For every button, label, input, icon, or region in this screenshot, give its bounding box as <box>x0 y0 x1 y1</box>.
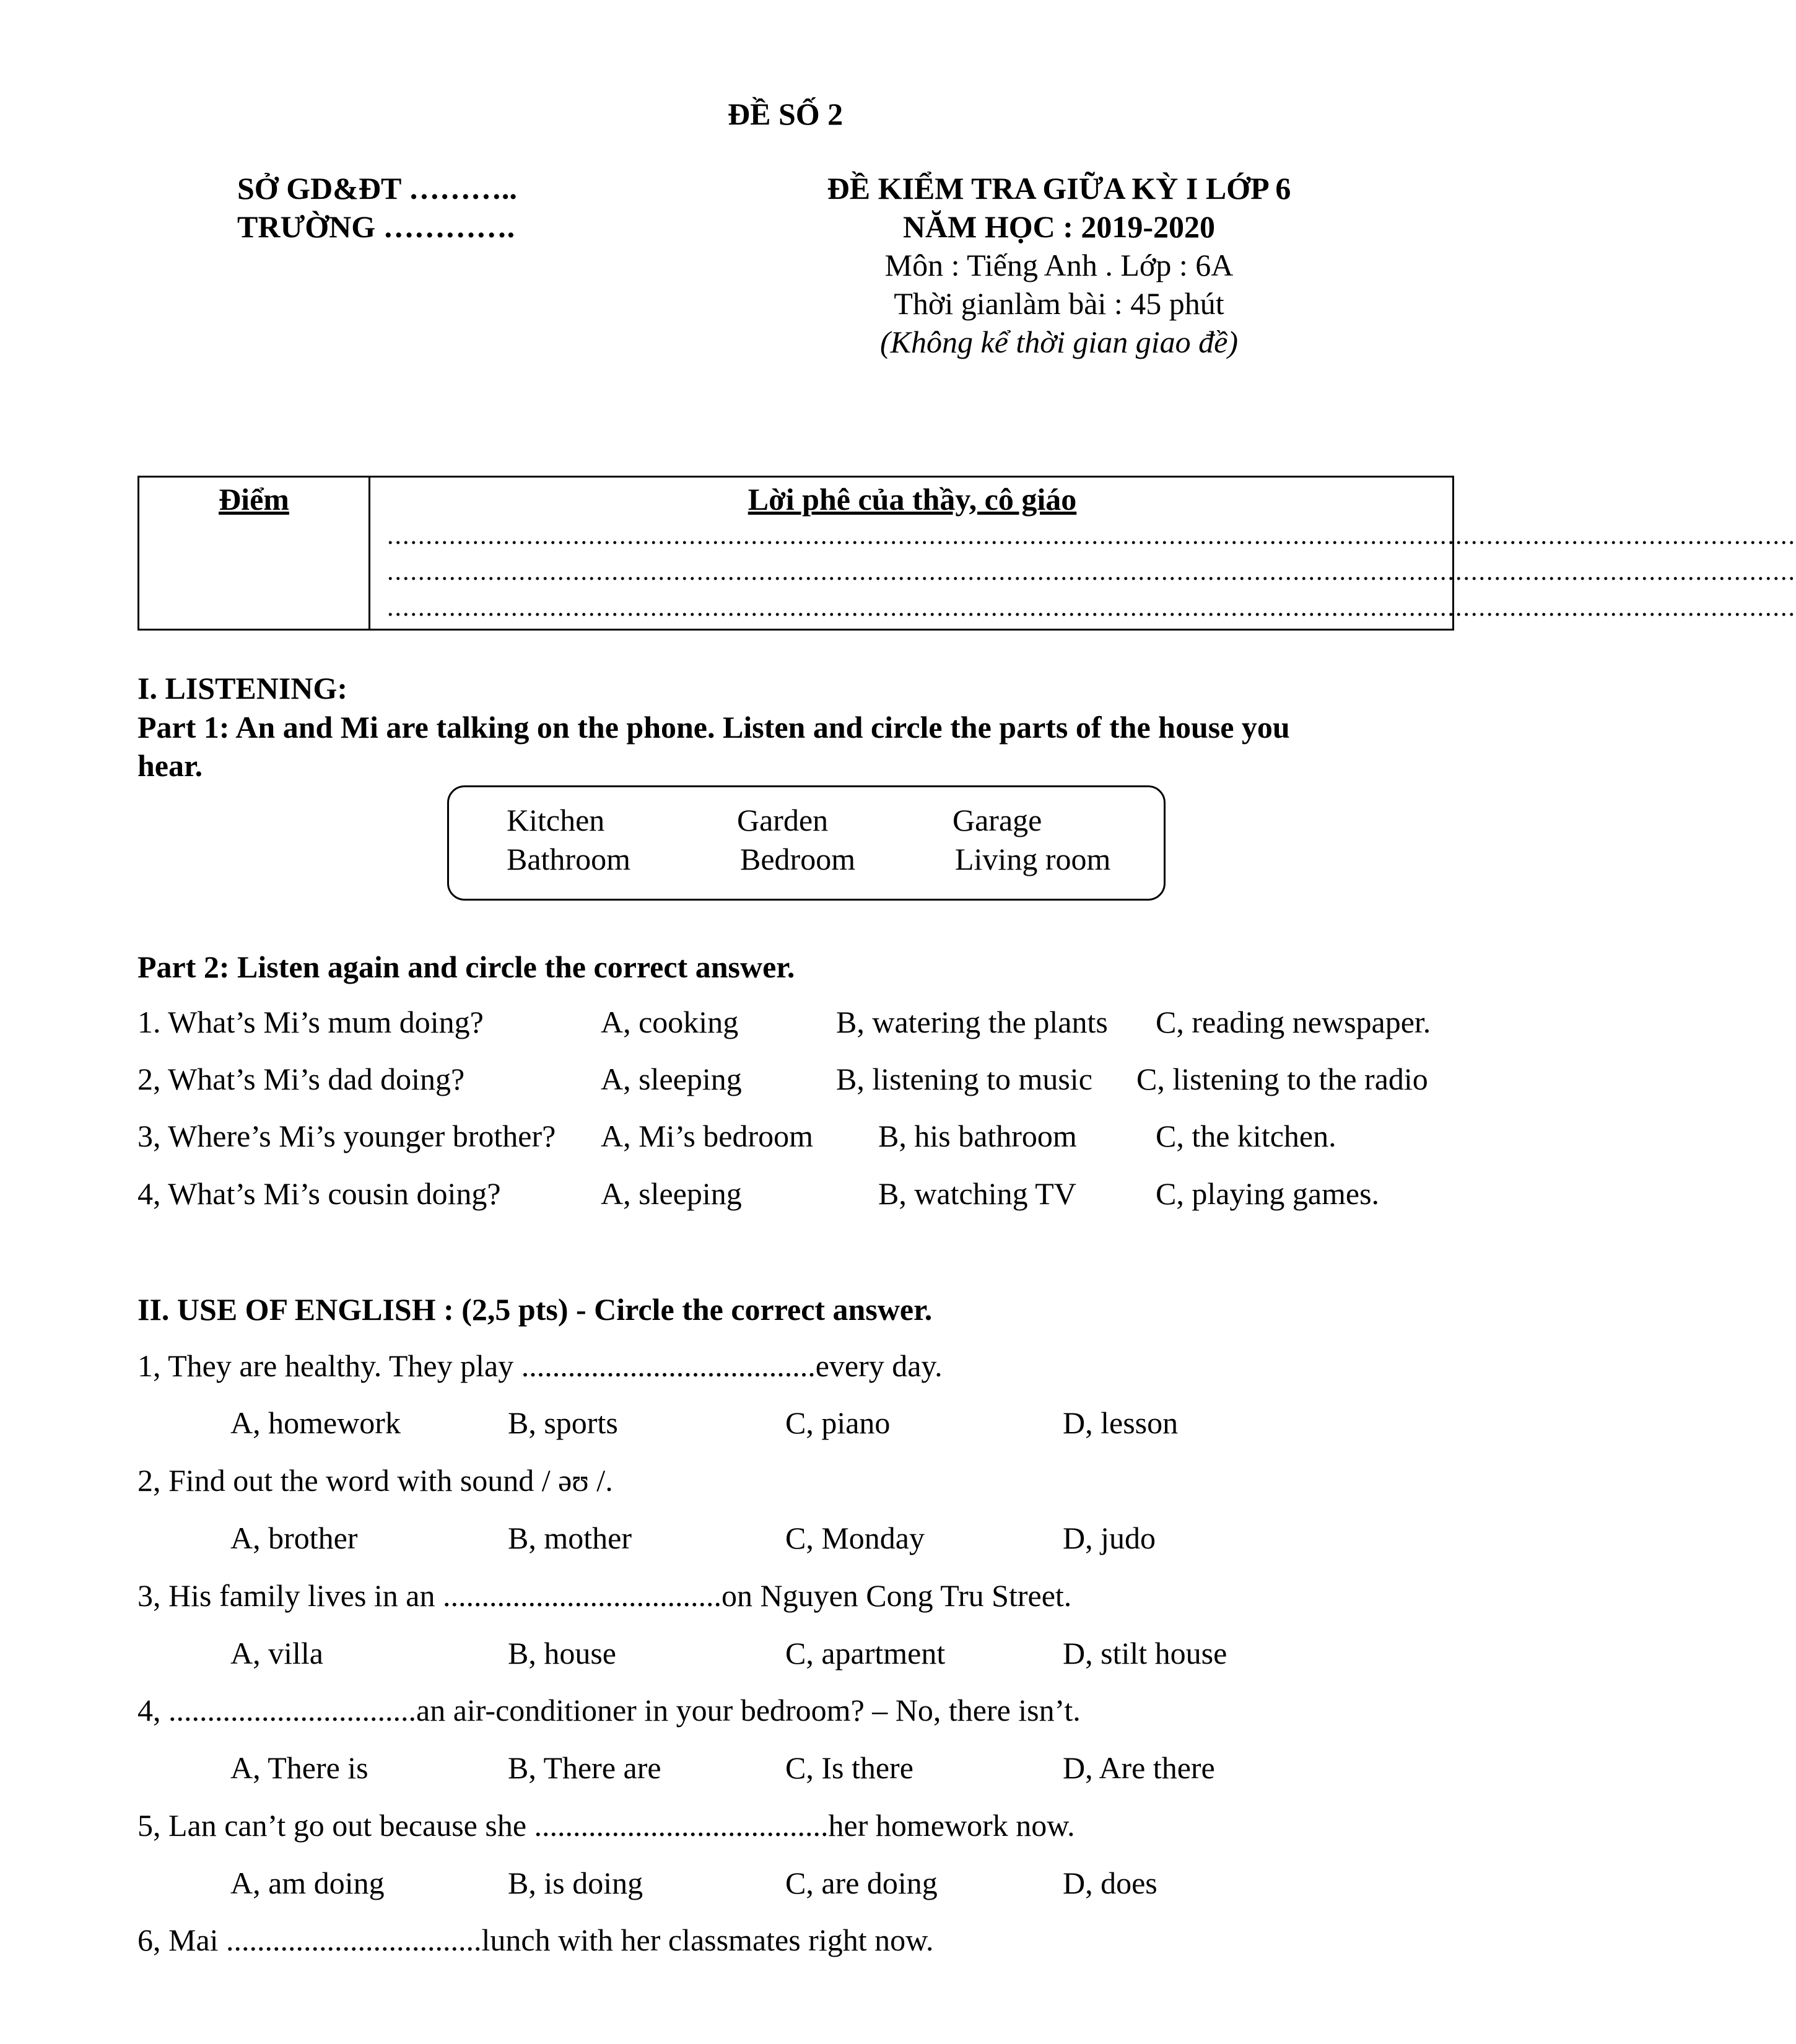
header-school: TRƯỜNG …………. <box>237 209 515 244</box>
grammar-question: 4, ................................an air-conditioner in your bedroom? – No, there isn’t. <box>137 1693 1081 1727</box>
answer-option[interactable]: D, Are there <box>1063 1750 1215 1785</box>
answer-option[interactable]: C, are doing <box>785 1866 938 1900</box>
answer-option[interactable]: A, Mi’s bedroom <box>601 1119 814 1153</box>
vocab-word[interactable]: Garage <box>952 803 1042 837</box>
answer-option[interactable]: A, cooking <box>601 1005 739 1039</box>
score-header: Điểm <box>219 482 289 517</box>
header-dept: SỞ GD&ĐT ……….. <box>237 171 517 206</box>
grammar-question: 1, They are healthy. They play ......................................every day. <box>137 1348 943 1383</box>
section-listening-title: I. LISTENING: <box>137 671 347 705</box>
vocab-word[interactable]: Garden <box>737 803 829 837</box>
grammar-question: 5, Lan can’t go out because she ......................................her homework now. <box>137 1808 1075 1843</box>
answer-option[interactable]: B, watering the plants <box>836 1005 1108 1039</box>
comment-line[interactable]: ...................................................................................................................................................................................... <box>387 593 1796 622</box>
answer-option[interactable]: A, There is <box>230 1750 368 1785</box>
answer-option[interactable]: A, homework <box>230 1405 401 1440</box>
answer-option[interactable]: B, watching TV <box>878 1176 1076 1211</box>
vocab-word[interactable]: Bedroom <box>740 842 856 876</box>
answer-option[interactable]: C, playing games. <box>1156 1176 1380 1211</box>
header-school-year: NĂM HỌC : 2019-2020 <box>902 209 1216 244</box>
listening-question: 4, What’s Mi’s cousin doing? <box>137 1176 501 1211</box>
answer-option[interactable]: A, sleeping <box>601 1062 742 1096</box>
answer-option[interactable]: A, sleeping <box>601 1176 742 1211</box>
answer-option[interactable]: A, villa <box>230 1636 323 1671</box>
header-note: (Không kể thời gian giao đề) <box>880 325 1238 359</box>
header-time: Thời gianlàm bài : 45 phút <box>894 286 1224 321</box>
listening-question: 1. What’s Mi’s mum doing? <box>137 1005 484 1039</box>
doc-title: ĐỀ SỐ 2 <box>728 97 844 131</box>
listening-question: 2, What’s Mi’s dad doing? <box>137 1062 465 1096</box>
comment-line[interactable]: ...................................................................................................................................................................................... <box>387 522 1796 550</box>
answer-option[interactable]: B, house <box>508 1636 616 1671</box>
vocab-word[interactable]: Kitchen <box>507 803 605 837</box>
answer-option[interactable]: D, lesson <box>1063 1405 1179 1440</box>
vocab-word[interactable]: Living room <box>955 842 1111 876</box>
answer-option[interactable]: C, listening to the radio <box>1136 1062 1428 1096</box>
part2-instruction: Part 2: Listen again and circle the correct answer. <box>137 950 795 984</box>
listening-question: 3, Where’s Mi’s younger brother? <box>137 1119 556 1153</box>
comment-header: Lời phê của thầy, cô giáo <box>748 482 1077 517</box>
answer-option[interactable]: A, brother <box>230 1521 358 1555</box>
answer-option[interactable]: C, reading newspaper. <box>1156 1005 1431 1039</box>
part1-instruction: Part 1: An and Mi are talking on the phone. Listen and circle the parts of the house you <box>137 710 1290 745</box>
answer-option[interactable]: B, is doing <box>508 1866 643 1900</box>
answer-option[interactable]: C, Monday <box>785 1521 925 1555</box>
section-use-of-english-title: II. USE OF ENGLISH : (2,5 pts) - Circle the correct answer. <box>137 1292 933 1327</box>
answer-option[interactable]: B, listening to music <box>836 1062 1092 1096</box>
answer-option[interactable]: A, am doing <box>230 1866 385 1900</box>
answer-option[interactable]: B, his bathroom <box>878 1119 1077 1153</box>
score-table <box>137 476 1796 631</box>
answer-option[interactable]: D, does <box>1063 1866 1157 1900</box>
header-exam-title: ĐỀ KIỂM TRA GIỮA KỲ I LỚP 6 <box>827 171 1291 206</box>
answer-option[interactable]: B, mother <box>508 1521 632 1555</box>
answer-option[interactable]: C, Is there <box>785 1750 913 1785</box>
vocab-word[interactable]: Bathroom <box>507 842 630 876</box>
answer-option[interactable]: B, There are <box>508 1750 661 1785</box>
answer-option[interactable]: B, sports <box>508 1405 618 1440</box>
grammar-question: 2, Find out the word with sound / əʊ /. <box>137 1463 613 1498</box>
part1-instruction-cont: hear. <box>137 748 203 783</box>
answer-option[interactable]: C, apartment <box>785 1636 946 1671</box>
answer-option[interactable]: C, piano <box>785 1405 891 1440</box>
header-subject: Môn : Tiếng Anh . Lớp : 6A <box>884 248 1234 282</box>
grammar-question: 3, His family lives in an ....................................on Nguyen Cong Tru Street. <box>137 1578 1072 1613</box>
answer-option[interactable]: C, the kitchen. <box>1156 1119 1336 1153</box>
comment-line[interactable]: ...................................................................................................................................................................................... <box>387 557 1796 586</box>
answer-option[interactable]: D, judo <box>1063 1521 1156 1555</box>
grammar-question: 6, Mai .................................lunch with her classmates right now. <box>137 1923 934 1957</box>
answer-option[interactable]: D, stilt house <box>1063 1636 1227 1671</box>
